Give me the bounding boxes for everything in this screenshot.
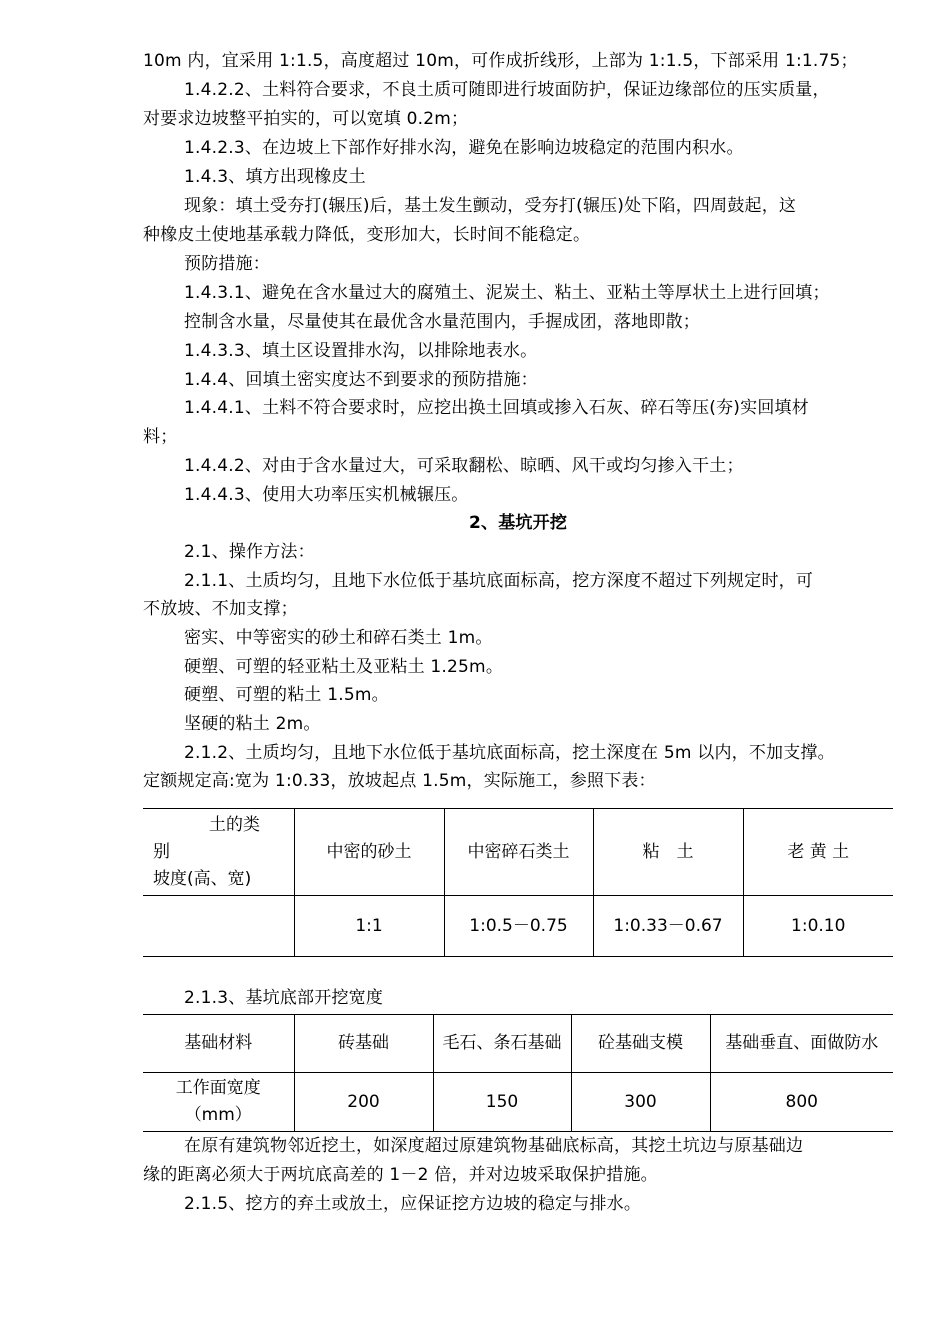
column-header: 基础垂直、面做防水 [710, 1015, 893, 1073]
corner-label-bottom: 坡度(高、宽) [153, 868, 252, 889]
text-line: 1.4.4.1、土料不符合要求时，应挖出换土回填或掺入石灰、碎石等压(夯)实回填材 [184, 398, 809, 418]
table-cell: 200 [294, 1073, 433, 1132]
width-table [143, 1014, 893, 1132]
row-label: 工作面宽度（mm） [143, 1073, 294, 1132]
section-heading: 2、基坑开挖 [468, 513, 568, 533]
text-line: 1.4.3.3、填土区设置排水沟，以排除地表水。 [184, 341, 538, 361]
table-cell: 1:0.5－0.75 [444, 896, 593, 957]
slope-table [143, 808, 893, 957]
table-cell: 150 [433, 1073, 571, 1132]
column-header: 基础材料 [184, 1033, 253, 1053]
text-line: 1.4.2.2、土料符合要求，不良土质可随即进行坡面防护，保证边缘部位的压实质量， [184, 80, 830, 100]
text-line: 1.4.3、填方出现橡皮土 [184, 167, 366, 187]
text-line: 在原有建筑物邻近挖土，如深度超过原建筑物基础底标高，其挖土坑边与原基础边 [184, 1136, 804, 1156]
text-line: 1.4.4.3、使用大功率压实机械辗压。 [184, 485, 469, 505]
column-header: 砖基础 [294, 1015, 433, 1073]
text-line: 1.4.4.2、对由于含水量过大，可采取翻松、晾晒、风干或均匀掺入干土； [184, 456, 744, 476]
table-cell: 1:1 [294, 896, 444, 957]
text-line: 种橡皮土使地基承载力降低，变形加大，长时间不能稳定。 [143, 225, 591, 245]
column-header: 毛石、条石基础 [433, 1015, 571, 1073]
text-line: 缘的距离必须大于两坑底高差的 1－2 倍，并对边坡采取保护措施。 [143, 1165, 658, 1185]
text-line: 2.1.5、挖方的弃土或放土，应保证挖方边坡的稳定与排水。 [184, 1194, 642, 1214]
text-line: 坚硬的粘土 2m。 [184, 714, 321, 734]
text-line: 2.1.1、土质均匀，且地下水位低于基坑底面标高，挖方深度不超过下列规定时，可 [184, 571, 814, 591]
text-line: 1.4.2.3、在边坡上下部作好排水沟，避免在影响边坡稳定的范围内积水。 [184, 138, 744, 158]
text-line: 定额规定高:宽为 1:0.33，放坡起点 1.5m，实际施工，参照下表： [143, 771, 656, 791]
column-header: 砼基础支模 [571, 1015, 710, 1073]
text-line: 现象：填土受夯打(辗压)后，基土发生颤动，受夯打(辗压)处下陷，四周鼓起，这 [184, 196, 797, 216]
text-line: 1.4.3.1、避免在含水量过大的腐殖土、泥炭土、粘土、亚粘土等厚状土上进行回填； [184, 283, 830, 303]
text-line: 硬塑、可塑的粘土 1.5m。 [184, 685, 389, 705]
text-line: 不放坡、不加支撑； [143, 599, 298, 619]
text-line: 10m 内，宜采用 1:1.5，高度超过 10m，可作成折线形，上部为 1:1.5，下部采用 1:1.75； [143, 51, 858, 71]
text-line: 密实、中等密实的砂土和碎石类土 1m。 [184, 628, 493, 648]
text-line: 硬塑、可塑的轻亚粘土及亚粘土 1.25m。 [184, 657, 504, 677]
column-header: 中密碎石类土 [444, 809, 593, 896]
text-line: 控制含水量，尽量使其在最优含水量范围内，手握成团，落地即散； [184, 312, 700, 332]
corner-label-mid: 别 [153, 841, 170, 862]
text-line: 2.1.2、土质均匀，且地下水位低于基坑底面标高，挖土深度在 5m 以内，不加支撑。 [184, 743, 835, 763]
text-line: 2.1.3、基坑底部开挖宽度 [184, 988, 384, 1008]
subsection-heading: 2.1、操作方法： [184, 542, 315, 562]
corner-label-top: 土的类 [209, 814, 260, 835]
table-cell: 300 [571, 1073, 710, 1132]
table-cell: 1:0.33－0.67 [593, 896, 743, 957]
text-line: 预防措施： [184, 254, 270, 274]
column-header: 中密的砂土 [294, 809, 444, 896]
slope-table-corner [143, 809, 294, 896]
empty-cell [143, 896, 294, 957]
text-line: 对要求边坡整平拍实的，可以宽填 0.2m； [143, 109, 469, 129]
column-header: 粘 土 [593, 809, 743, 896]
column-header: 老 黄 土 [743, 809, 893, 896]
table-cell: 1:0.10 [743, 896, 893, 957]
text-line: 料； [143, 427, 178, 447]
text-line: 1.4.4、回填土密实度达不到要求的预防措施： [184, 370, 538, 390]
table-cell: 800 [710, 1073, 893, 1132]
